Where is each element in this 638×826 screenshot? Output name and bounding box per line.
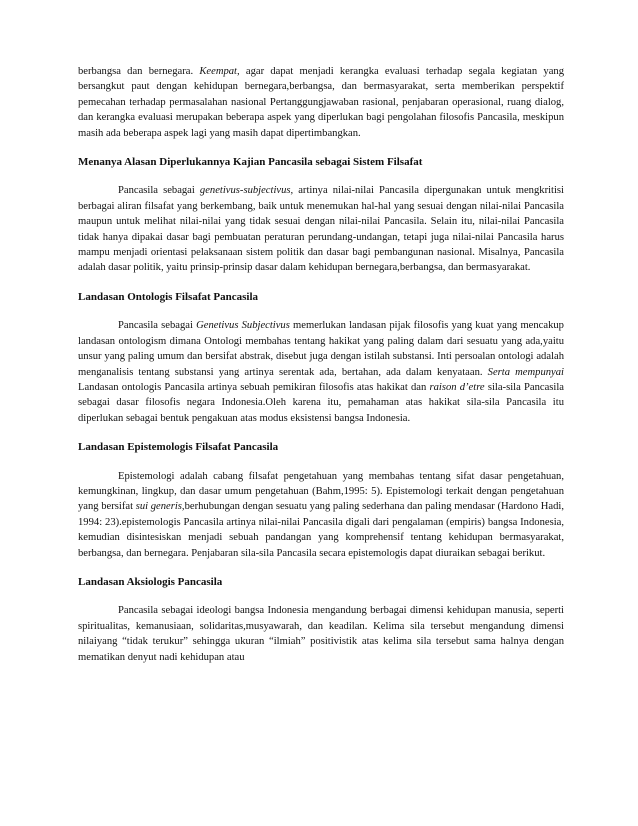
ontologis-text-c: Landasan ontologis Pancasila artinya sebuah pemikiran filosofis atas hakikat dan <box>78 381 430 393</box>
aksiologis-text-a: Pancasila sebagai ideologi bangsa Indonesia mengandung berbagai dimensi kehidupan manusia, seperti spiritualitas, kemanusiaan, solidaritas,musyawarah, dan keadilan. Kelima sila tersebut mengandung dimensi nilaiyang “tidak terukur” sehingga ukuran “ilmiah” positivistik atas kelima sila tersebut sama halnya dengan mematikan denyut nadi kehidupan atau <box>78 605 564 663</box>
intro-italic: Keempat, <box>199 66 240 77</box>
ontologis-text-b: memerlukan landasan pijak filosofis yang kuat yang mencakup landasan ontologism dimana Ontologi membahas tentang hakikat yang paling dalam dari sesuatu yang ada,yaitu unsur yang paling umum dan bersifat abstrak, disebut juga dengan istilah substansi. Inti persoalan ontologi adalah menganalisis tentang substansi yang artinya serentak ada, bertahan, ada dalam kenyataan. <box>78 320 564 378</box>
epistemologis-text-b: berhubungan dengan sesuatu yang paling sederhana dan paling mendasar (Hardono Hadi, 1994: 23).epistemologis Pancasila artinya nilai-nilai Pancasila digali dari pengalaman (empiris) bangsa Indonesia, kemudian disintesiskan menjadi sebuah pandangan yang komprehensif tentang kehidupan bermasyarakat, berbangsa, dan bernegara. Penjabaran sila-sila Pancasila secara epistemologis dapat diuraikan sebagai berikut. <box>78 501 564 559</box>
section-paragraph-aksiologis <box>78 603 564 665</box>
ontologis-italic-3: raison d’etre <box>429 381 485 393</box>
section-paragraph-epistemologis <box>78 469 564 561</box>
ontologis-italic-2: Serta mempunyai <box>487 366 564 378</box>
section-heading-alasan: Menanya Alasan Diperlukannya Kajian Pancasila sebagai Sistem Filsafat <box>78 156 423 169</box>
section-heading-aksiologis: Landasan Aksiologis Pancasila <box>78 575 223 588</box>
intro-paragraph <box>78 64 564 141</box>
intro-text-a: berbangsa dan bernegara. <box>78 66 200 77</box>
epistemologis-text-a: Epistemologi adalah cabang filsafat pengetahuan yang membahas tentang sifat dasar pengetahuan, kemungkinan, lingkup, dan dasar umum pengetahuan (Bahm,1995: 5). Epistemologi terkait dengan pengetahuan yang bersifat <box>78 470 564 513</box>
section-heading-epistemologis: Landasan Epistemologis Filsafat Pancasila <box>78 441 279 454</box>
ontologis-text-a: Pancasila sebagai <box>118 320 197 332</box>
alasan-italic: genetivus-subjectivus, <box>199 185 294 197</box>
section-paragraph-ontologis <box>78 318 564 426</box>
epistemologis-italic: sui generis, <box>135 501 185 513</box>
section-paragraph-alasan <box>78 183 564 275</box>
intro-text-b: agar dapat menjadi kerangka evaluasi terhadap segala kegiatan yang bersangkut paut dengan kehidupan bernegara,berbangsa, dan bermasyarakat, serta memberikan perspektif pemecahan terhadap permasalahan nasional Pertanggungjawaban rasional, penjabaran operasional, ruang dialog, dan kerangka evaluasi merupakan beberapa aspek yang diperlukan bagi pengolahan filosofis Pancasila, meskipun masih ada beberapa aspek lagi yang masih dapat dipertimbangkan. <box>78 66 564 139</box>
document-page <box>78 64 564 665</box>
ontologis-text-d: sila-sila Pancasila sebagai dasar filosofis negara Indonesia.Oleh karena itu, pemahaman atas hakikat sila-sila Pancasila itu diperlukan sebagai bentuk pengakuan atas modus eksistensi bangsa Indonesia. <box>78 381 564 424</box>
alasan-text-a: Pancasila sebagai <box>118 185 200 197</box>
alasan-text-b: artinya nilai-nilai Pancasila dipergunakan untuk mengkritisi berbagai aliran filsafat yang berkembang, baik untuk menemukan hal-hal yang sesuai dengan nilai-nilai Pancasila maupun untuk melihat nilai-nilai yang tidak sesuai dengan nilai-nilai Pancasila. Selain itu, nilai-nilai Pancasila tidak hanya dipakai dasar bagi pembuatan peraturan perundang-undangan, tetapi juga nilai-nilai Pancasila harus mampu menjadi orientasi pelaksanaan sistem politik dan dasar bagi pembangunan nasional. Misalnya, Pancasila adalah dasar politik, yaitu prinsip-prinsip dasar dalam kehidupan bernegara,berbangsa, dan bermasyarakat. <box>78 185 564 274</box>
section-heading-ontologis: Landasan Ontologis Filsafat Pancasila <box>78 290 259 303</box>
ontologis-italic: Genetivus Subjectivus <box>196 320 290 332</box>
